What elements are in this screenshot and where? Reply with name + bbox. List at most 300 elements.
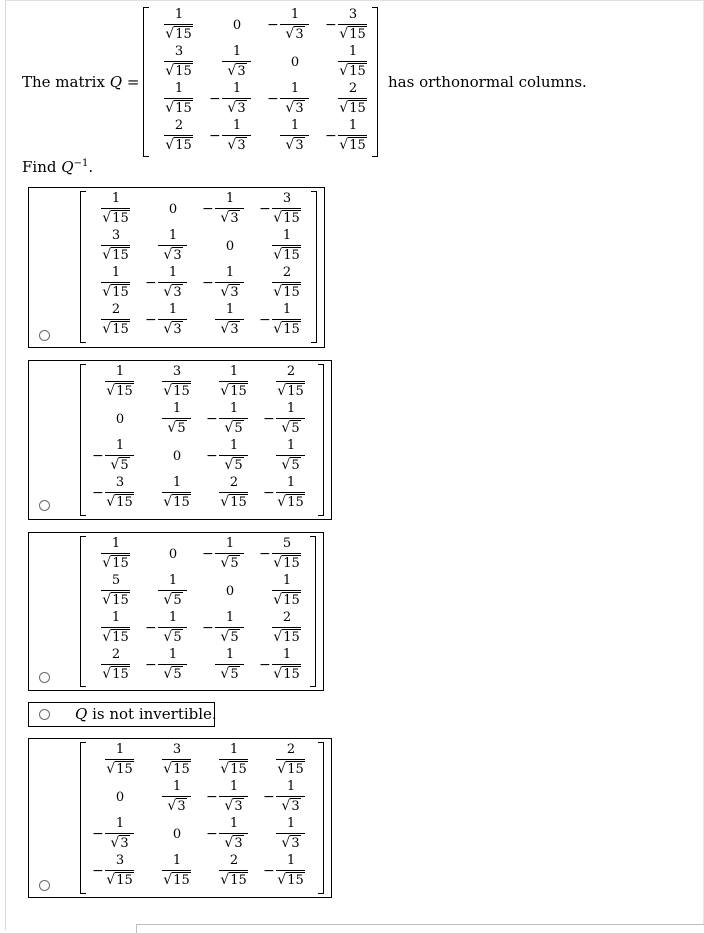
numerator: 1 xyxy=(282,647,292,662)
fraction-bar xyxy=(101,282,130,283)
denominator xyxy=(104,495,136,510)
sqrt-icon: √ xyxy=(163,247,173,263)
numerator: 1 xyxy=(286,779,296,794)
fraction-bar xyxy=(162,492,191,493)
denominator xyxy=(221,138,253,153)
radicand: 3 xyxy=(234,799,243,814)
radicand: 15 xyxy=(173,762,190,777)
matrix-entry xyxy=(200,647,246,684)
fraction-bar xyxy=(158,245,187,246)
radicand: 3 xyxy=(295,138,304,153)
minus-sign: − xyxy=(206,411,218,427)
fraction-bar xyxy=(105,455,134,456)
numerator: 1 xyxy=(282,228,292,243)
denominator xyxy=(271,630,303,645)
fraction-bar xyxy=(215,319,244,320)
denominator xyxy=(157,667,189,682)
right-bracket xyxy=(372,7,378,157)
sqrt-icon: √ xyxy=(220,629,230,645)
minus-sign: − xyxy=(92,826,104,842)
matrix-entry xyxy=(147,364,193,401)
numerator: 1 xyxy=(290,81,300,96)
matrix-entry xyxy=(207,44,253,81)
fraction-bar xyxy=(280,135,309,136)
minus-sign: − xyxy=(259,657,271,673)
numerator: 1 xyxy=(174,7,184,22)
matrix-entry xyxy=(323,81,369,118)
sqrt-icon: √ xyxy=(110,457,120,473)
fraction-bar xyxy=(276,796,305,797)
denominator xyxy=(271,322,303,337)
sqrt-icon: √ xyxy=(163,284,173,300)
matrix-entry xyxy=(257,610,303,647)
entry-value: 0 xyxy=(232,18,242,33)
fraction-bar xyxy=(272,245,301,246)
matrix-entry xyxy=(204,742,250,779)
fraction-bar xyxy=(276,870,305,871)
sqrt-icon: √ xyxy=(102,284,112,300)
minus-sign: − xyxy=(206,826,218,842)
radicand: 15 xyxy=(283,593,300,608)
radicand: 3 xyxy=(230,322,239,337)
sqrt-icon: √ xyxy=(220,761,230,777)
fraction-bar xyxy=(276,492,305,493)
denominator xyxy=(214,322,246,337)
fraction-bar xyxy=(164,61,193,62)
sqrt-icon: √ xyxy=(220,666,230,682)
entry-value: 0 xyxy=(168,202,178,217)
sqrt-icon: √ xyxy=(220,321,230,337)
fraction-bar xyxy=(276,418,305,419)
radicand: 3 xyxy=(291,799,300,814)
sqrt-icon: √ xyxy=(165,137,175,153)
numerator: 1 xyxy=(174,81,184,96)
numerator: 1 xyxy=(290,7,300,22)
radicand: 15 xyxy=(283,322,300,337)
fraction-bar xyxy=(215,664,244,665)
denominator xyxy=(163,138,195,153)
sqrt-icon: √ xyxy=(102,210,112,226)
matrix-entry xyxy=(86,647,132,684)
sqrt-icon: √ xyxy=(224,835,234,851)
numerator: 1 xyxy=(111,265,121,280)
choice-4[interactable] xyxy=(28,702,215,727)
denominator xyxy=(161,799,193,814)
right-bracket xyxy=(310,536,316,687)
choice-3[interactable] xyxy=(28,532,324,691)
radicand: 15 xyxy=(175,101,192,116)
radicand: 15 xyxy=(283,630,300,645)
minus-sign: − xyxy=(259,201,271,217)
sqrt-icon: √ xyxy=(102,666,112,682)
numerator: 3 xyxy=(115,853,125,868)
denominator xyxy=(157,285,189,300)
entry-value: 0 xyxy=(225,584,235,599)
matrix-entry xyxy=(204,364,250,401)
sqrt-icon: √ xyxy=(163,592,173,608)
matrix-entry xyxy=(147,401,193,438)
radicand: 15 xyxy=(287,873,304,888)
radio-button[interactable] xyxy=(39,672,50,683)
matrix-entry xyxy=(90,364,136,401)
entry-value: 0 xyxy=(115,790,125,805)
denominator xyxy=(161,762,193,777)
numerator: 1 xyxy=(225,536,235,551)
matrix-entry xyxy=(90,853,136,890)
entry-value: 0 xyxy=(172,827,182,842)
matrix-entry xyxy=(323,7,369,44)
radicand: 15 xyxy=(175,64,192,79)
sqrt-icon: √ xyxy=(281,798,291,814)
radicand: 15 xyxy=(230,873,247,888)
denominator xyxy=(221,101,253,116)
sqrt-icon: √ xyxy=(163,494,173,510)
matrix-entry xyxy=(257,228,303,265)
question-intro: The matrix Q = xyxy=(22,73,140,91)
matrix-entry xyxy=(149,118,195,155)
fraction-bar xyxy=(280,98,309,99)
fraction-bar xyxy=(162,870,191,871)
denominator xyxy=(163,27,195,42)
radicand: 15 xyxy=(112,593,129,608)
fraction-bar xyxy=(272,319,301,320)
denominator xyxy=(163,64,195,79)
radicand: 15 xyxy=(283,248,300,263)
radicand: 15 xyxy=(116,762,133,777)
numerator: 5 xyxy=(282,536,292,551)
denominator xyxy=(157,248,189,263)
numerator: 1 xyxy=(225,647,235,662)
radicand: 15 xyxy=(230,762,247,777)
matrix-entry xyxy=(86,610,132,647)
radicand: 3 xyxy=(173,322,182,337)
fraction-bar xyxy=(338,98,367,99)
radicand: 5 xyxy=(173,593,182,608)
denominator xyxy=(104,836,136,851)
denominator xyxy=(275,836,307,851)
numerator: 1 xyxy=(111,191,121,206)
fraction-bar xyxy=(272,627,301,628)
denominator xyxy=(271,667,303,682)
radicand: 15 xyxy=(283,556,300,571)
matrix-entry xyxy=(257,647,303,684)
choice-3-matrix xyxy=(80,536,316,687)
fraction-bar xyxy=(272,282,301,283)
numerator: 1 xyxy=(111,610,121,625)
matrix-entry xyxy=(147,475,193,512)
denominator xyxy=(157,322,189,337)
numerator: 1 xyxy=(348,44,358,59)
fraction-bar xyxy=(105,759,134,760)
sqrt-icon: √ xyxy=(281,420,291,436)
denominator xyxy=(218,421,250,436)
radicand: 3 xyxy=(237,64,246,79)
fraction-bar xyxy=(105,381,134,382)
numerator: 1 xyxy=(168,647,178,662)
sqrt-icon: √ xyxy=(339,100,349,116)
fraction-bar xyxy=(158,627,187,628)
numerator: 1 xyxy=(232,81,242,96)
radicand: 3 xyxy=(177,799,186,814)
numerator: 1 xyxy=(115,438,125,453)
matrix-entry xyxy=(265,81,311,118)
entry-value: 0 xyxy=(290,55,300,70)
sqrt-icon: √ xyxy=(163,666,173,682)
fraction-bar xyxy=(219,870,248,871)
sqrt-icon: √ xyxy=(281,835,291,851)
sqrt-icon: √ xyxy=(102,555,112,571)
radicand: 15 xyxy=(112,322,129,337)
minus-sign: − xyxy=(267,17,279,33)
numerator: 1 xyxy=(225,610,235,625)
fraction-bar xyxy=(215,553,244,554)
minus-sign: − xyxy=(202,620,214,636)
numerator: 2 xyxy=(174,118,184,133)
minus-sign: − xyxy=(325,128,337,144)
choice-2[interactable] xyxy=(28,360,332,520)
numerator: 3 xyxy=(172,742,182,757)
matrix-entry xyxy=(143,610,189,647)
fraction-bar xyxy=(276,833,305,834)
fraction-bar xyxy=(158,282,187,283)
matrix-entry xyxy=(207,81,253,118)
numerator: 1 xyxy=(232,44,242,59)
sqrt-icon: √ xyxy=(220,284,230,300)
minus-sign: − xyxy=(263,411,275,427)
matrix-entry xyxy=(257,302,303,339)
sqrt-icon: √ xyxy=(227,137,237,153)
matrix-entry xyxy=(200,536,246,573)
sqrt-icon: √ xyxy=(167,798,177,814)
choice-5[interactable] xyxy=(28,738,332,898)
sqrt-icon: √ xyxy=(220,555,230,571)
radicand: 15 xyxy=(173,495,190,510)
denominator xyxy=(100,667,132,682)
numerator: 1 xyxy=(290,118,300,133)
fraction-bar xyxy=(164,24,193,25)
minus-sign: − xyxy=(325,17,337,33)
choice-2-matrix xyxy=(80,364,324,516)
radicand: 3 xyxy=(295,101,304,116)
sqrt-icon: √ xyxy=(106,872,116,888)
denominator xyxy=(163,101,195,116)
numerator: 3 xyxy=(348,7,358,22)
radicand: 3 xyxy=(295,27,304,42)
radicand: 5 xyxy=(230,556,239,571)
matrix-entry xyxy=(86,228,132,265)
numerator: 1 xyxy=(229,438,239,453)
denominator xyxy=(218,384,250,399)
radio-button[interactable] xyxy=(39,880,50,891)
radio-button[interactable] xyxy=(39,330,50,341)
numerator: 2 xyxy=(282,610,292,625)
fraction-bar xyxy=(162,759,191,760)
radicand: 15 xyxy=(175,27,192,42)
matrix-entry xyxy=(200,228,246,265)
radicand: 15 xyxy=(349,27,366,42)
right-bracket xyxy=(318,364,324,516)
numerator: 2 xyxy=(286,364,296,379)
sqrt-icon: √ xyxy=(273,666,283,682)
radicand: 5 xyxy=(291,458,300,473)
radicand: 3 xyxy=(230,285,239,300)
radio-button[interactable] xyxy=(39,709,50,720)
matrix-entry xyxy=(257,265,303,302)
denominator xyxy=(214,556,246,571)
sqrt-icon: √ xyxy=(285,137,295,153)
radicand: 5 xyxy=(177,421,186,436)
radicand: 15 xyxy=(112,630,129,645)
denominator xyxy=(218,836,250,851)
fraction-bar xyxy=(280,24,309,25)
denominator xyxy=(100,630,132,645)
fraction-bar xyxy=(215,208,244,209)
radicand: 15 xyxy=(112,667,129,682)
numerator: 1 xyxy=(168,610,178,625)
matrix-entry xyxy=(143,228,189,265)
fraction-bar xyxy=(105,492,134,493)
denominator xyxy=(104,762,136,777)
denominator xyxy=(271,285,303,300)
denominator xyxy=(100,322,132,337)
matrix-entry xyxy=(149,44,195,81)
matrix-entry xyxy=(147,779,193,816)
matrix-entry xyxy=(143,573,189,610)
minus-sign: − xyxy=(206,789,218,805)
fraction-bar xyxy=(162,796,191,797)
choice-1-matrix xyxy=(80,191,317,343)
right-bracket xyxy=(311,191,317,343)
sqrt-icon: √ xyxy=(220,383,230,399)
denominator xyxy=(275,873,307,888)
fraction-bar xyxy=(219,455,248,456)
denominator xyxy=(279,27,311,42)
sqrt-icon: √ xyxy=(106,494,116,510)
fraction-bar xyxy=(272,553,301,554)
radicand: 15 xyxy=(349,138,366,153)
matrix-entry xyxy=(90,438,136,475)
radicand: 5 xyxy=(173,630,182,645)
matrix-entry xyxy=(147,816,193,853)
sqrt-icon: √ xyxy=(220,494,230,510)
fraction-bar xyxy=(338,61,367,62)
matrix-entry xyxy=(261,364,307,401)
matrix-entry xyxy=(86,265,132,302)
fraction-bar xyxy=(276,381,305,382)
numerator: 1 xyxy=(115,364,125,379)
matrix-entry xyxy=(143,647,189,684)
radicand: 15 xyxy=(112,556,129,571)
denominator xyxy=(279,138,311,153)
fraction-bar xyxy=(276,455,305,456)
denominator xyxy=(271,211,303,226)
radicand: 15 xyxy=(287,384,304,399)
sqrt-icon: √ xyxy=(224,420,234,436)
denominator xyxy=(100,248,132,263)
matrix-entry xyxy=(261,816,307,853)
radicand: 15 xyxy=(283,211,300,226)
radicand: 15 xyxy=(173,873,190,888)
radio-button[interactable] xyxy=(39,500,50,511)
matrix-entry xyxy=(86,536,132,573)
sqrt-icon: √ xyxy=(339,63,349,79)
radicand: 3 xyxy=(237,101,246,116)
sqrt-icon: √ xyxy=(273,284,283,300)
minus-sign: − xyxy=(209,128,221,144)
matrix-entry xyxy=(265,118,311,155)
minus-sign: − xyxy=(145,657,157,673)
fraction-bar xyxy=(219,796,248,797)
minus-sign: − xyxy=(259,312,271,328)
page-left-border xyxy=(5,0,6,930)
numerator: 2 xyxy=(111,302,121,317)
radicand: 5 xyxy=(230,630,239,645)
denominator xyxy=(279,101,311,116)
radicand: 15 xyxy=(112,211,129,226)
matrix-entry xyxy=(200,302,246,339)
matrix-entry xyxy=(147,438,193,475)
fraction-bar xyxy=(101,553,130,554)
fraction-bar xyxy=(162,418,191,419)
denominator xyxy=(275,458,307,473)
fraction-bar xyxy=(164,98,193,99)
numerator: 1 xyxy=(115,816,125,831)
matrix-entry xyxy=(147,853,193,890)
fraction-bar xyxy=(272,590,301,591)
sqrt-icon: √ xyxy=(277,761,287,777)
numerator: 1 xyxy=(172,475,182,490)
radicand: 3 xyxy=(230,211,239,226)
fraction-bar xyxy=(222,98,251,99)
minus-sign: − xyxy=(209,91,221,107)
radicand: 3 xyxy=(234,836,243,851)
sqrt-icon: √ xyxy=(273,555,283,571)
radicand: 15 xyxy=(349,101,366,116)
matrix-entry xyxy=(86,573,132,610)
matrix-entry xyxy=(261,438,307,475)
numerator: 1 xyxy=(172,779,182,794)
denominator xyxy=(275,762,307,777)
numerator: 2 xyxy=(229,853,239,868)
numerator: 1 xyxy=(225,191,235,206)
minus-sign: − xyxy=(202,546,214,562)
sqrt-icon: √ xyxy=(106,761,116,777)
fraction-bar xyxy=(338,135,367,136)
numerator: 1 xyxy=(286,438,296,453)
fraction-bar xyxy=(272,664,301,665)
numerator: 2 xyxy=(111,647,121,662)
choice-1[interactable] xyxy=(28,187,325,348)
fraction-bar xyxy=(222,135,251,136)
denominator xyxy=(337,64,369,79)
radicand: 15 xyxy=(349,64,366,79)
sqrt-icon: √ xyxy=(102,321,112,337)
sqrt-icon: √ xyxy=(273,247,283,263)
numerator: 1 xyxy=(229,401,239,416)
answer-input-box[interactable] xyxy=(136,924,704,933)
matrix-entry xyxy=(143,536,189,573)
fraction-bar xyxy=(105,870,134,871)
sqrt-icon: √ xyxy=(339,137,349,153)
fraction-bar xyxy=(219,381,248,382)
numerator: 1 xyxy=(286,853,296,868)
fraction-bar xyxy=(158,319,187,320)
fraction-bar xyxy=(164,135,193,136)
matrix-entry xyxy=(204,475,250,512)
right-bracket xyxy=(318,742,324,894)
radicand: 3 xyxy=(237,138,246,153)
matrix-entry xyxy=(90,779,136,816)
